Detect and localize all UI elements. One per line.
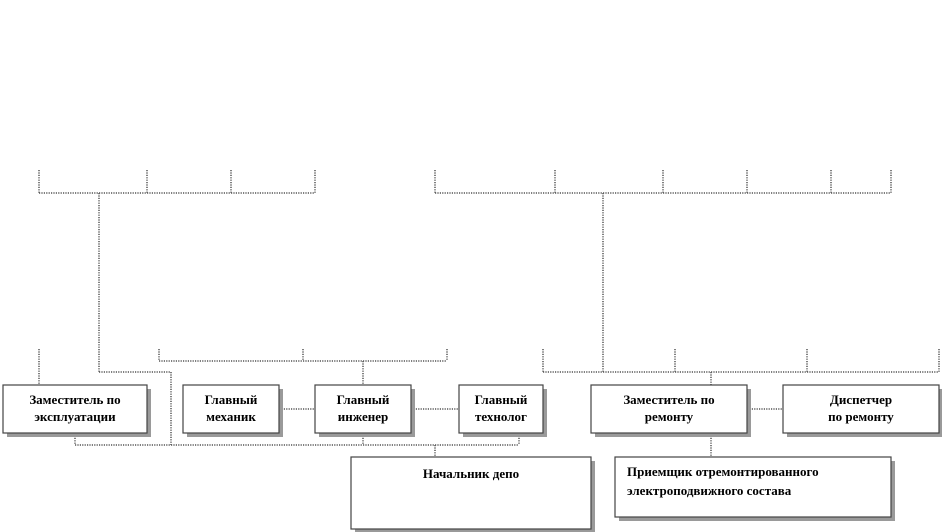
repair-dispatcher-node (783, 391, 939, 425)
deputy-operations-line-2: эксплуатации (34, 409, 116, 424)
top-right-bracket (435, 170, 891, 193)
rolling-stock-inspector-node (627, 463, 889, 499)
depot-head-node (351, 465, 591, 482)
engineer-bracket (159, 349, 447, 385)
chief-engineer-node (315, 391, 411, 425)
repair-dispatcher-line-1: Диспетчер (829, 392, 893, 407)
chief-engineer-line-2: инженер (337, 409, 389, 424)
deputy-repair-line-2: ремонту (644, 409, 694, 424)
chief-technologist-line-1: Главный (474, 392, 528, 407)
deputy-repair-line-1: Заместитель по (623, 392, 715, 407)
depot-head-line-1: Начальник депо (422, 466, 520, 481)
rolling-stock-inspector-line-1: Приемщик отремонтированного (627, 464, 819, 479)
chief-technologist-line-2: технолог (475, 409, 527, 424)
rolling-stock-inspector-line-2: электроподвижного состава (627, 483, 792, 498)
chief-mechanic-line-2: механик (206, 409, 256, 424)
deputy-operations-node (3, 391, 147, 425)
chief-mechanic-node (183, 391, 279, 425)
top-left-bracket (39, 170, 315, 193)
chief-engineer-line-1: Главный (336, 392, 390, 407)
chief-mechanic-line-1: Главный (204, 392, 258, 407)
chief-technologist-node (459, 391, 543, 425)
repair-dispatcher-line-2: по ремонту (828, 409, 894, 424)
deputy-operations-line-1: Заместитель по (29, 392, 121, 407)
deputy-repair-node (591, 391, 747, 425)
